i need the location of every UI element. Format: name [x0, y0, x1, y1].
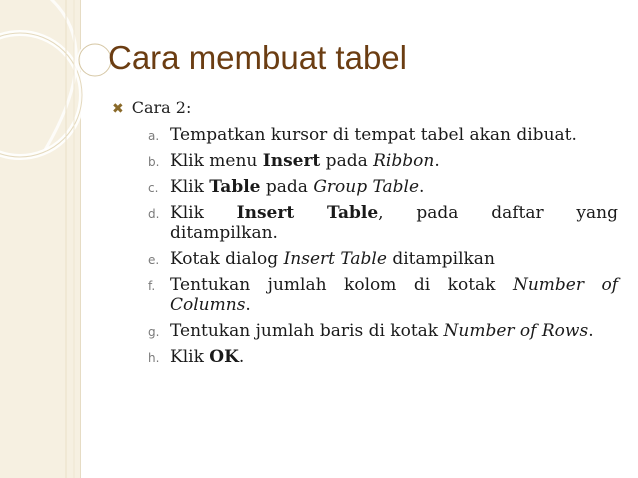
bullet-cara-2: [112, 98, 191, 117]
list-marker: h.: [148, 351, 160, 365]
list-item: [148, 203, 618, 243]
list-item: e. Kotak dialog Insert Table ditampilkan: [148, 249, 495, 269]
list-marker: f.: [148, 279, 156, 293]
list-marker: a.: [148, 129, 160, 143]
list-marker: g.: [148, 325, 160, 339]
list-item: f. Tentukan jumlah kolom di kotak Number of Columns.: [148, 275, 618, 315]
steps-list: [148, 125, 618, 373]
slide-title: Cara membuat tabel: [108, 39, 407, 76]
list-marker: b.: [148, 155, 160, 169]
item-line-justified: Klik Insert Table, pada daftar yang: [170, 203, 618, 223]
list-item: g. Tentukan jumlah baris di kotak Number of Rows.: [148, 321, 594, 341]
list-item: [148, 125, 618, 145]
list-marker: d.: [148, 207, 160, 221]
item-line-2: ditampilkan.: [170, 223, 278, 243]
list-marker: e.: [148, 253, 160, 267]
list-item: b. Klik menu Insert pada Ribbon.: [148, 151, 440, 171]
list-item: c. Klik Table pada Group Table.: [148, 177, 425, 197]
cross-bullet-icon: ✖: [112, 101, 124, 117]
list-marker: c.: [148, 181, 159, 195]
list-item: h. Klik OK.: [148, 347, 245, 367]
bullet-text: Cara 2:: [131, 98, 192, 117]
item-text: Tempatkan kursor di tempat tabel akan dibuat.: [170, 125, 577, 145]
